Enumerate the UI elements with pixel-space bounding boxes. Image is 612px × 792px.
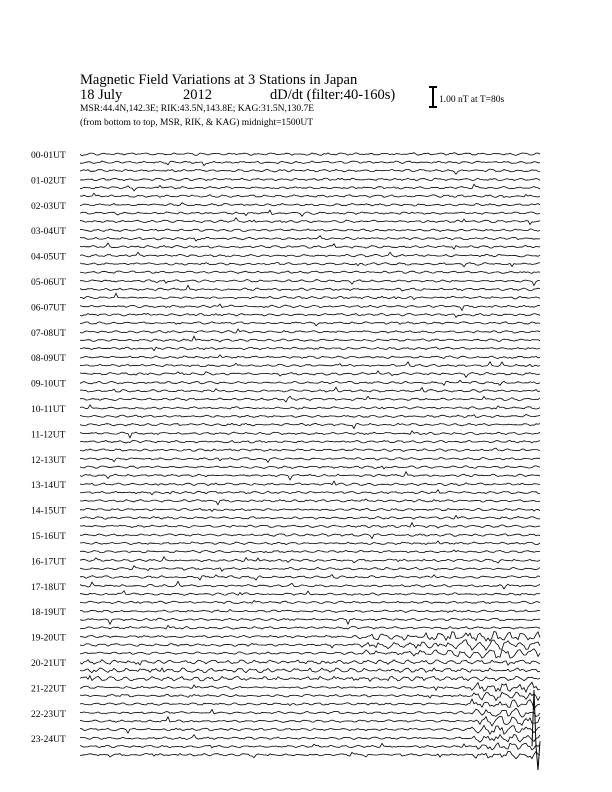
trace-rik [80,541,540,545]
row-21-22UT [31,682,540,709]
trace-msr [80,347,540,351]
trace-rik [80,161,540,166]
trace-msr [80,676,540,682]
trace-msr [80,271,540,273]
trace-kag [80,735,540,743]
trace-msr [80,725,540,734]
row-09-10UT [31,380,540,402]
row-05-06UT [31,278,540,300]
trace-kag [80,632,540,641]
trace-kag [80,178,540,181]
trace-rik [80,362,540,367]
trace-rik [80,716,540,726]
row-label: 16-17UT [31,557,66,568]
row-00-01UT [31,151,540,174]
trace-rik [80,387,540,392]
row-label: 10-11UT [31,405,66,415]
row-label: 20-21UT [31,659,66,669]
trace-rik [80,640,540,650]
trace-rik [80,466,540,469]
row-08-09UT [31,354,540,377]
row-label: 09-10UT [31,379,66,390]
trace-rik [80,743,540,750]
date-year: 2012 [183,87,212,103]
row-label: 13-14UT [31,481,66,492]
trace-kag [80,431,540,438]
chart-title: Magnetic Field Variations at 3 Stations in Japan [80,72,358,88]
trace-kag [80,609,540,612]
trace-kag [80,508,540,511]
trace-rik [80,618,540,624]
trace-kag [80,660,540,666]
trace-kag [80,708,540,717]
row-label: 04-05UT [31,252,66,263]
row-12-13UT [31,456,540,480]
trace-kag [80,534,540,539]
trace-rik [80,336,540,342]
trace-kag [80,229,540,232]
row-label: 23-24UT [31,735,66,746]
trace-msr [80,293,540,299]
row-23-24UT [31,735,540,759]
row-label: 17-18UT [31,582,66,593]
row-16-17UT [31,557,540,580]
trace-msr [80,523,540,528]
row-04-05UT [31,252,540,273]
row-19-20UT [31,632,540,659]
date-day: 18 July [80,87,123,103]
trace-rik [80,285,540,291]
trace-msr [80,499,540,505]
trace-msr [80,600,540,603]
row-label: 00-01UT [31,151,66,161]
row-17-18UT [31,581,540,603]
row-03-04UT [31,227,540,249]
row-label: 06-07UT [31,303,66,314]
trace-kag [80,682,540,692]
trace-kag [80,405,540,409]
station-coordinates: MSR:44.4N,142.3E; RIK:43.5N,143.8E; KAG:31.5N,130.7E [80,104,315,114]
trace-msr [80,699,540,709]
row-20-21UT [31,659,540,681]
row-label: 01-02UT [31,176,66,187]
trace-rik [80,184,540,191]
trace-msr [80,396,540,402]
row-07-08UT [31,329,540,351]
trace-msr [80,322,540,326]
row-label: 14-15UT [31,506,66,517]
trace-msr [80,169,540,174]
row-label: 08-09UT [31,354,66,365]
trace-rik [80,236,540,241]
row-18-19UT [31,608,540,629]
trace-msr [80,218,540,225]
trace-kag [80,203,540,206]
trace-kag [80,153,540,156]
trace-rik [80,441,540,444]
quantity-label: dD/dt (filter:40-160s) [270,87,396,103]
row-label: 15-16UT [31,532,66,542]
trace-msr [80,550,540,553]
trace-rik [80,668,540,673]
trace-kag [80,557,540,563]
row-02-03UT [31,202,540,225]
trace-kag [80,458,540,463]
trace-msr [80,243,540,249]
trace-rik [80,262,540,266]
row-label: 03-04UT [31,227,66,238]
station-order-note: (from bottom to top, MSR, RIK, & KAG) midnight=1500UT [80,118,314,128]
trace-rik [80,692,540,700]
row-10-11UT [31,405,540,429]
row-label: 05-06UT [31,278,66,288]
row-14-15UT [31,507,540,529]
trace-kag [80,380,540,385]
row-label: 21-22UT [31,684,66,695]
trace-msr [80,625,540,629]
trace-msr [80,193,540,197]
trace-msr [80,575,540,580]
trace-msr [80,423,540,428]
row-13-14UT [31,481,540,505]
row-11-12UT [31,430,540,451]
trace-rik [80,415,540,418]
row-01-02UT [31,176,540,197]
scale-label: 1.00 nT at T=80s [439,95,505,105]
trace-rik [80,566,540,571]
row-label: 18-19UT [31,608,66,619]
row-label: 07-08UT [31,328,66,339]
trace-rik [80,591,540,596]
trace-kag [80,280,540,286]
row-label: 19-20UT [31,633,66,644]
row-label: 22-23UT [31,709,66,720]
trace-kag [80,581,540,589]
trace-msr [80,448,540,451]
trace-rik [80,515,540,519]
trace-kag [80,481,540,485]
row-06-07UT [31,303,540,325]
trace-kag [80,252,540,257]
trace-rik [80,210,540,216]
trace-rik [80,313,540,317]
row-label: 11-12UT [31,430,66,441]
trace-msr [80,371,540,378]
row-label: 02-03UT [31,201,66,212]
trace-msr [80,649,540,658]
trace-kag [80,304,540,310]
trace-kag [80,329,540,333]
trace-msr [80,751,540,759]
row-label: 12-13UT [31,455,66,466]
trace-kag [80,355,540,359]
trace-msr [80,472,540,480]
trace-rik [80,490,540,495]
row-15-16UT [31,532,540,553]
row-22-23UT [31,708,540,734]
